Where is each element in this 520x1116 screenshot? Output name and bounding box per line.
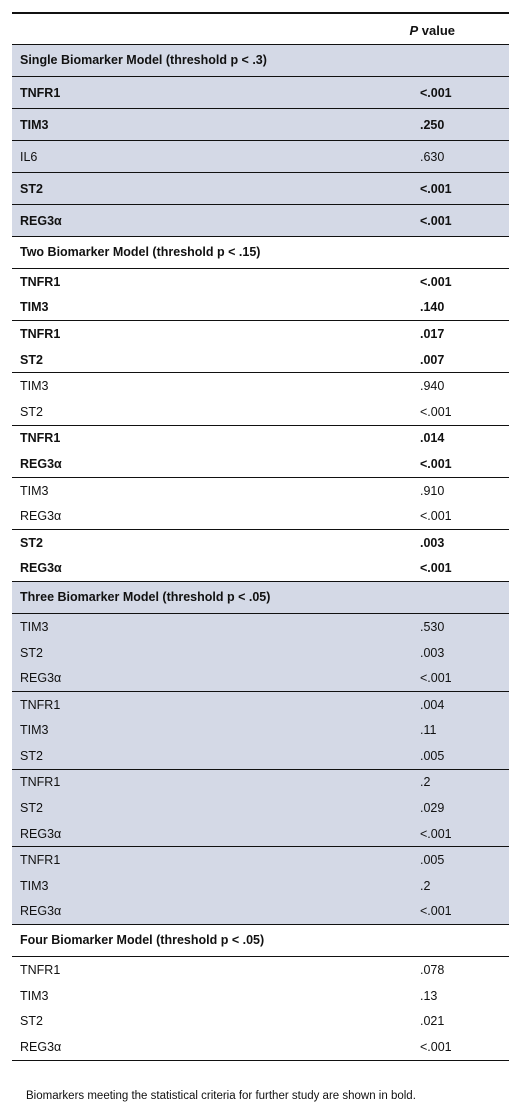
table-row	[12, 1008, 509, 1034]
row-group	[12, 321, 509, 373]
biomarker-name: TNFR1	[20, 431, 61, 446]
biomarker-name: REG3α	[20, 826, 62, 841]
table-row	[12, 1034, 509, 1060]
row-group	[12, 614, 509, 692]
p-value: .029	[420, 801, 445, 816]
biomarker-name: REG3α	[20, 671, 62, 686]
row-group	[12, 173, 509, 205]
p-value: .530	[420, 619, 445, 634]
table-row	[12, 743, 509, 769]
row-group	[12, 77, 509, 109]
biomarker-name: ST2	[20, 1014, 43, 1029]
table-row	[12, 692, 509, 718]
biomarker-name: TIM3	[20, 723, 49, 738]
row-group	[12, 141, 509, 173]
biomarker-name: REG3α	[20, 1039, 62, 1054]
row-group	[12, 770, 509, 848]
row-group	[12, 109, 509, 141]
p-value: <.001	[420, 456, 452, 471]
p-value: <.001	[420, 509, 452, 524]
p-value: .005	[420, 853, 445, 868]
p-value: .007	[420, 352, 445, 367]
table-row	[12, 821, 509, 847]
biomarker-name: TIM3	[20, 878, 49, 893]
biomarker-name: TNFR1	[20, 775, 61, 790]
biomarker-name: TIM3	[20, 619, 49, 634]
biomarker-name: ST2	[20, 404, 43, 419]
biomarker-name: TIM3	[20, 300, 49, 315]
p-value: .017	[420, 326, 445, 341]
biomarker-name: REG3α	[20, 904, 62, 919]
p-value: .005	[420, 748, 445, 763]
biomarker-name: ST2	[20, 352, 43, 367]
table-row	[12, 640, 509, 666]
p-value-header	[409, 23, 455, 38]
p-value: .003	[420, 645, 445, 660]
table-row	[12, 205, 509, 236]
p-value: .021	[420, 1014, 445, 1029]
biomarker-name: TIM3	[20, 988, 49, 1003]
row-group	[12, 205, 509, 237]
table-row	[12, 873, 509, 899]
biomarker-name: ST2	[20, 645, 43, 660]
p-value: .014	[420, 431, 445, 446]
p-value: <.001	[420, 181, 452, 196]
biomarker-name: REG3α	[20, 213, 62, 228]
table-row	[12, 614, 509, 640]
section-title: Three Biomarker Model (threshold p < .05)	[12, 582, 509, 614]
table-row	[12, 847, 509, 873]
row-group	[12, 692, 509, 770]
biomarker-name: TIM3	[20, 483, 49, 498]
section-title: Two Biomarker Model (threshold p < .15)	[12, 237, 509, 269]
table-row	[12, 795, 509, 821]
biomarker-name: ST2	[20, 181, 43, 196]
p-value: .078	[420, 963, 445, 978]
row-group	[12, 478, 509, 530]
p-value: .630	[420, 149, 445, 164]
table-footnote: Biomarkers meeting the statistical criteria for further study are shown in bold.	[26, 1090, 416, 1102]
table-row	[12, 77, 509, 108]
table-row	[12, 321, 509, 347]
row-group	[12, 957, 509, 1060]
table-row	[12, 295, 509, 321]
table-row	[12, 109, 509, 140]
row-group	[12, 373, 509, 425]
biomarker-name: TNFR1	[20, 697, 61, 712]
table-row	[12, 173, 509, 204]
table-row	[12, 957, 509, 983]
table-row	[12, 530, 509, 556]
table-row	[12, 141, 509, 172]
p-value: <.001	[420, 404, 452, 419]
biomarker-name: TIM3	[20, 117, 49, 132]
section-title: Four Biomarker Model (threshold p < .05)	[12, 925, 509, 957]
p-value: .940	[420, 379, 445, 394]
table-row	[12, 373, 509, 399]
p-value: .004	[420, 697, 445, 712]
p-value: .11	[420, 723, 437, 738]
p-value: .13	[420, 988, 438, 1003]
biomarker-name: ST2	[20, 535, 43, 550]
p-value: <.001	[420, 671, 452, 686]
biomarker-name: ST2	[20, 748, 43, 763]
table-row	[12, 556, 509, 582]
p-label: P	[409, 23, 419, 38]
p-value: <.001	[420, 826, 452, 841]
table-row	[12, 770, 509, 796]
table-row	[12, 899, 509, 925]
p-value: <.001	[420, 213, 452, 228]
biomarker-table	[12, 12, 509, 1061]
biomarker-name: TNFR1	[20, 853, 61, 868]
table-row	[12, 347, 509, 373]
biomarker-name: REG3α	[20, 456, 62, 471]
row-group	[12, 847, 509, 925]
table-row	[12, 718, 509, 744]
biomarker-name: REG3α	[20, 509, 62, 524]
p-value: .250	[420, 117, 445, 132]
p-value: .140	[420, 300, 445, 315]
row-group	[12, 269, 509, 321]
p-value: <.001	[420, 85, 452, 100]
table-row	[12, 269, 509, 295]
p-value: <.001	[420, 1039, 452, 1054]
biomarker-name: TNFR1	[20, 85, 61, 100]
biomarker-name: REG3α	[20, 561, 62, 576]
p-value: <.001	[420, 904, 452, 919]
row-group	[12, 426, 509, 478]
value-label: value	[421, 23, 455, 38]
p-value: <.001	[420, 274, 452, 289]
biomarker-name: TNFR1	[20, 326, 61, 341]
table-row	[12, 399, 509, 425]
table-header	[12, 14, 509, 45]
table-row	[12, 426, 509, 452]
table-body	[12, 45, 509, 1061]
p-value: .2	[420, 775, 431, 790]
p-value: <.001	[420, 561, 452, 576]
p-value: .003	[420, 535, 445, 550]
p-value: .2	[420, 878, 431, 893]
biomarker-name: ST2	[20, 801, 43, 816]
biomarker-name: TNFR1	[20, 963, 61, 978]
table-row	[12, 503, 509, 529]
table-row	[12, 983, 509, 1009]
row-group	[12, 530, 509, 582]
p-value: .910	[420, 483, 445, 498]
biomarker-name: IL6	[20, 149, 38, 164]
table-row	[12, 665, 509, 691]
table-row	[12, 478, 509, 504]
table-row	[12, 451, 509, 477]
biomarker-name: TIM3	[20, 379, 49, 394]
section-title: Single Biomarker Model (threshold p < .3)	[12, 45, 509, 77]
biomarker-name: TNFR1	[20, 274, 61, 289]
